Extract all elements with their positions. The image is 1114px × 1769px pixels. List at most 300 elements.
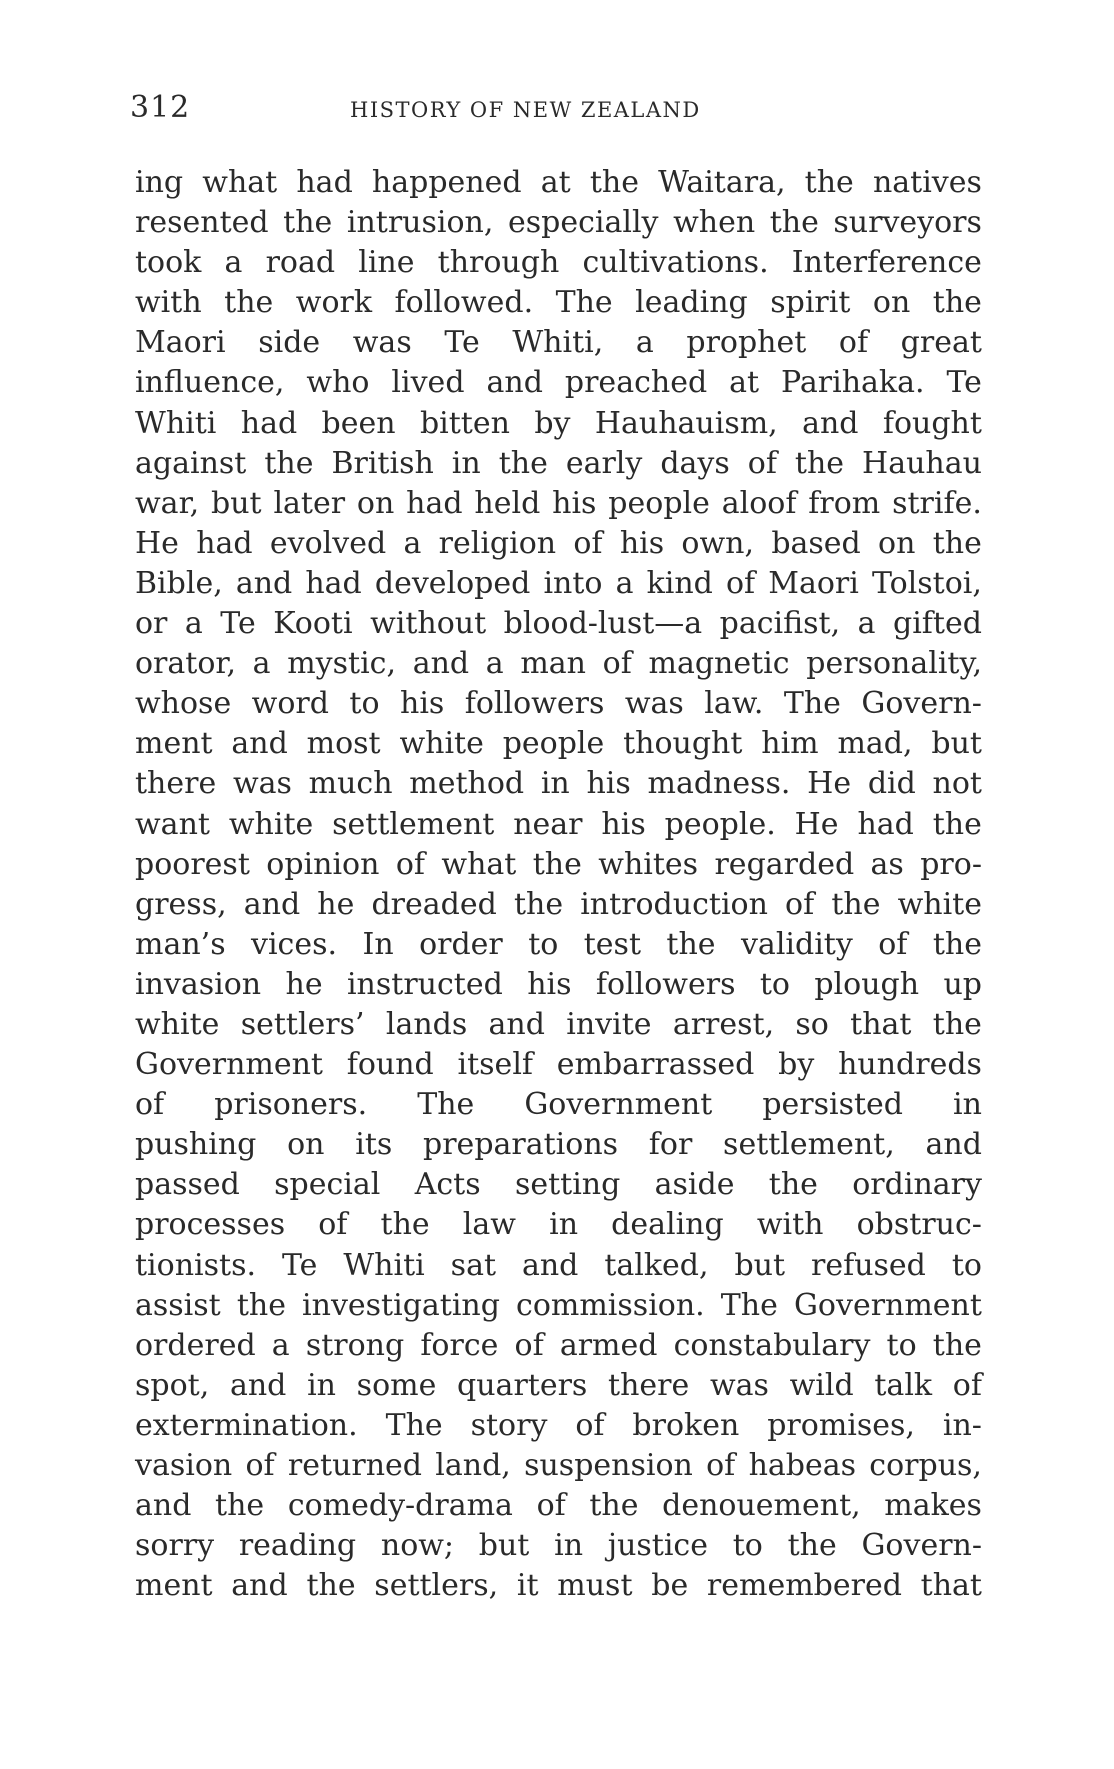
word: he	[317, 886, 355, 922]
word: pushing	[135, 1127, 257, 1163]
text-line	[135, 1005, 982, 1045]
word: He	[807, 766, 852, 802]
word: corpus,	[869, 1448, 982, 1483]
word: the	[589, 165, 639, 200]
word: in	[953, 1087, 982, 1123]
word: obstruc-	[856, 1207, 982, 1243]
word: but	[478, 1528, 530, 1564]
word: whose	[135, 686, 232, 722]
word: of	[602, 646, 632, 682]
word: especially	[507, 205, 659, 241]
word: investigating	[302, 1287, 500, 1323]
word: pro-	[920, 846, 982, 882]
word: strong	[305, 1327, 405, 1363]
word: habeas	[748, 1448, 857, 1483]
word: held	[474, 485, 541, 521]
word: the	[532, 846, 582, 882]
word: what	[441, 846, 517, 882]
word: with	[756, 1207, 824, 1243]
text-line	[135, 684, 982, 724]
word: his	[400, 686, 445, 722]
word: when	[673, 205, 756, 241]
text-line	[135, 1446, 982, 1486]
word: happened	[371, 165, 522, 200]
word: the	[380, 1207, 430, 1243]
word: in	[549, 1207, 579, 1243]
word: dealing	[611, 1207, 724, 1243]
word: what	[202, 165, 278, 200]
word: Whiti,	[512, 325, 604, 361]
word: processes	[135, 1207, 286, 1243]
word: Tolstoi,	[871, 565, 982, 601]
word: the	[804, 165, 854, 200]
word: be	[651, 1568, 689, 1604]
word: the	[306, 1568, 356, 1604]
word: of	[878, 926, 908, 962]
word: and	[486, 365, 543, 401]
word: The	[720, 1287, 778, 1323]
word: followed.	[394, 285, 534, 321]
word: hundreds	[838, 1047, 982, 1083]
word: Bible,	[135, 565, 223, 601]
word: the	[932, 1327, 982, 1363]
word: to	[528, 926, 559, 962]
word: to	[759, 966, 790, 1002]
word: the	[264, 445, 314, 481]
text-line	[135, 724, 982, 764]
word: Hauhauism,	[594, 405, 778, 441]
word: sat	[450, 1247, 497, 1283]
word: ment	[135, 726, 213, 762]
word: own,	[681, 525, 755, 561]
word: a	[224, 245, 243, 281]
word: intrusion,	[346, 205, 494, 241]
text-line	[135, 1406, 982, 1446]
word: had	[406, 485, 463, 521]
text-line	[135, 363, 982, 403]
word: the	[236, 1287, 286, 1323]
word: method	[409, 766, 525, 802]
word: spot,	[135, 1367, 210, 1403]
word: gifted	[892, 606, 982, 642]
word: plough	[814, 966, 920, 1002]
word: of	[575, 1407, 605, 1443]
word: near	[513, 806, 583, 842]
word: in	[451, 445, 481, 481]
word: to	[951, 1247, 982, 1283]
word: for	[648, 1127, 693, 1163]
word: whites	[598, 846, 699, 882]
word: sorry	[135, 1528, 215, 1564]
word: poorest	[135, 846, 250, 882]
word: arrest,	[672, 1006, 775, 1042]
word: and	[521, 1247, 579, 1283]
word: story	[470, 1407, 548, 1443]
word: the	[768, 1167, 818, 1203]
word: refused	[811, 1247, 926, 1283]
text-line	[135, 644, 982, 684]
word: kind	[646, 565, 713, 601]
word: had	[196, 525, 253, 561]
text-line	[135, 1165, 982, 1205]
word: had	[240, 405, 298, 441]
word: but	[211, 485, 262, 521]
word: through	[437, 245, 560, 281]
word: lands	[385, 1006, 468, 1042]
word: broken	[632, 1407, 740, 1443]
word: side	[258, 325, 321, 361]
word: some	[356, 1367, 437, 1403]
word: was	[709, 1367, 769, 1403]
word: and	[412, 646, 470, 682]
word: it	[516, 1568, 539, 1604]
word: The	[385, 1407, 443, 1443]
word: aloof	[721, 485, 797, 521]
word: was	[352, 325, 412, 361]
word: In	[362, 926, 394, 962]
word: extermination.	[135, 1407, 358, 1443]
word: tionists.	[135, 1247, 257, 1283]
text-line	[135, 1125, 982, 1165]
word: him	[761, 726, 819, 762]
word: introduction	[580, 886, 768, 922]
word: the	[769, 205, 819, 241]
text-line	[135, 484, 982, 524]
word: up	[943, 966, 982, 1002]
word: on	[872, 285, 911, 321]
word: settlement	[332, 806, 495, 842]
word: white	[135, 1006, 220, 1042]
word: talked,	[604, 1247, 709, 1283]
text-line	[135, 885, 982, 925]
word: British	[331, 445, 434, 481]
word: of	[536, 1488, 566, 1524]
word: influence,	[135, 365, 285, 401]
word: invite	[566, 1006, 652, 1042]
word: there	[608, 1367, 690, 1403]
word: lived	[391, 365, 465, 401]
word: bitten	[419, 405, 510, 441]
word: a	[252, 646, 271, 682]
word: who	[306, 365, 370, 401]
word: personality,	[806, 646, 982, 682]
word: the	[787, 1528, 837, 1564]
word: of	[318, 1207, 348, 1243]
word: The	[555, 285, 613, 321]
text-line	[135, 203, 982, 243]
word: the	[498, 445, 548, 481]
word: blood-lust—a	[503, 606, 703, 642]
word: to	[732, 1528, 763, 1564]
word: special	[274, 1167, 381, 1203]
word: thought	[623, 726, 743, 762]
text-line	[135, 524, 982, 564]
word: the	[513, 886, 564, 922]
word: developed	[374, 565, 531, 601]
word: preached	[564, 365, 708, 401]
word: cultivations.	[582, 245, 769, 281]
word: with	[135, 285, 202, 321]
text-line	[135, 404, 982, 444]
word: aside	[654, 1167, 735, 1203]
word: regarded	[714, 846, 855, 882]
text-line	[135, 323, 982, 363]
word: word	[251, 686, 329, 722]
word: ordered	[135, 1327, 256, 1363]
word: embarrassed	[556, 1047, 755, 1083]
word: the	[224, 285, 274, 321]
text-line	[135, 925, 982, 965]
text-line	[135, 444, 982, 484]
word: commission.	[516, 1287, 705, 1323]
word: white	[897, 886, 982, 922]
word: orator,	[135, 646, 236, 682]
text-line	[135, 1326, 982, 1366]
word: of	[747, 445, 777, 481]
word: did	[867, 766, 916, 802]
word: Maori	[135, 325, 226, 361]
word: war,	[135, 485, 200, 521]
page-number: 312	[130, 90, 191, 125]
word: Govern-	[861, 1528, 982, 1564]
word: promises,	[767, 1407, 915, 1443]
word: must	[557, 1568, 633, 1604]
word: the	[831, 886, 881, 922]
word: surveyors	[833, 205, 982, 241]
word: his	[619, 525, 665, 561]
word: great	[900, 325, 982, 361]
word: spirit	[770, 285, 851, 321]
text-line	[135, 1486, 982, 1526]
word: want	[135, 806, 210, 842]
word: the	[932, 1006, 982, 1042]
word: into	[543, 565, 603, 601]
word: quarters	[457, 1367, 588, 1403]
word: much	[308, 766, 393, 802]
word: Govern-	[861, 686, 982, 722]
word: natives	[872, 165, 982, 200]
word: ment	[135, 1568, 213, 1604]
word: by	[534, 405, 571, 441]
word: on	[356, 485, 395, 521]
word: Government	[793, 1287, 982, 1323]
word: road	[265, 245, 336, 281]
word: law.	[704, 686, 764, 722]
word: of	[245, 1448, 275, 1483]
word: leading	[635, 285, 748, 321]
text-line	[135, 764, 982, 804]
word: of	[838, 325, 869, 361]
word: fought	[882, 405, 982, 441]
word: Hauhau	[862, 445, 982, 481]
word: force	[420, 1327, 499, 1363]
word: invasion	[135, 966, 262, 1002]
word: and	[231, 1568, 288, 1604]
word: that	[920, 1568, 982, 1604]
word: in	[540, 766, 570, 802]
word: the	[932, 926, 982, 962]
word: the	[794, 445, 845, 481]
word: followers	[595, 966, 736, 1002]
word: and	[243, 886, 301, 922]
word: a	[271, 1327, 290, 1363]
word: madness.	[647, 766, 791, 802]
word: took	[135, 245, 202, 281]
word: The	[783, 686, 841, 722]
word: armed	[559, 1327, 658, 1363]
word: most	[306, 726, 381, 762]
text-line	[135, 1286, 982, 1326]
word: settlers,	[374, 1568, 499, 1604]
word: his	[552, 485, 597, 521]
word: the	[215, 1488, 265, 1524]
text-line	[135, 1246, 982, 1286]
word: He	[135, 525, 179, 561]
word: that	[850, 1006, 912, 1042]
word: returned	[287, 1448, 423, 1483]
word: a	[184, 606, 203, 642]
word: Whiti	[343, 1247, 425, 1283]
page-header	[130, 90, 990, 130]
word: setting	[514, 1167, 621, 1203]
word: had	[296, 165, 353, 200]
text-line	[135, 243, 982, 283]
word: settlers’	[240, 1006, 365, 1042]
word: Whiti	[135, 405, 217, 441]
text-line	[135, 1526, 982, 1566]
word: now;	[380, 1528, 455, 1564]
word: followers	[464, 686, 605, 722]
word: The	[417, 1087, 475, 1123]
word: Te	[444, 325, 480, 361]
word: line	[358, 245, 415, 281]
word: early	[565, 445, 643, 481]
word: passed	[135, 1167, 240, 1203]
word: strife.	[892, 485, 982, 521]
word: his	[601, 806, 646, 842]
word: and	[229, 1367, 287, 1403]
word: instructed	[346, 966, 503, 1002]
word: religion	[438, 525, 557, 561]
running-head: HISTORY OF NEW ZEALAND	[350, 98, 701, 122]
word: his	[527, 966, 572, 1002]
word: pacifist,	[719, 606, 841, 642]
word: reading	[238, 1528, 357, 1564]
word: suspension	[524, 1448, 693, 1483]
word: as	[870, 846, 904, 882]
word: was	[624, 686, 684, 722]
word: land,	[435, 1448, 511, 1483]
word: there	[135, 766, 217, 802]
word: remembered	[706, 1568, 902, 1604]
word: Te	[220, 606, 256, 642]
word: the	[932, 285, 982, 321]
word: so	[795, 1006, 829, 1042]
word: based	[771, 525, 861, 561]
word: ordinary	[852, 1167, 982, 1203]
word: and	[231, 726, 288, 762]
word: constabulary	[673, 1327, 871, 1363]
word: a	[635, 325, 654, 361]
word: against	[135, 445, 247, 481]
word: vices.	[251, 926, 338, 962]
word: mad,	[837, 726, 913, 762]
word: Te	[946, 365, 982, 401]
word: had	[857, 806, 914, 842]
text-line	[135, 604, 982, 644]
text-line	[135, 1205, 982, 1245]
word: to	[886, 1327, 917, 1363]
word: he	[285, 966, 323, 1002]
word: a	[857, 606, 876, 642]
word: Waitara,	[658, 165, 786, 200]
word: order	[419, 926, 503, 962]
word: in-	[942, 1407, 982, 1443]
word: Parihaka.	[781, 365, 925, 401]
text-line	[135, 805, 982, 845]
word: justice	[607, 1528, 708, 1564]
word: and	[925, 1127, 982, 1163]
word: by	[778, 1047, 815, 1083]
word: Government	[524, 1087, 713, 1123]
word: a	[403, 525, 422, 561]
word: had	[305, 565, 362, 601]
word: of	[395, 846, 425, 882]
word: later	[273, 485, 346, 521]
word: makes	[884, 1488, 982, 1524]
word: not	[932, 766, 982, 802]
text-line	[135, 845, 982, 885]
word: settlement,	[723, 1127, 895, 1163]
word: ing	[135, 165, 184, 200]
text-line	[135, 163, 982, 203]
word: at	[729, 365, 760, 401]
word: from	[808, 485, 881, 521]
word: Maori	[768, 565, 859, 601]
word: of	[573, 525, 603, 561]
word: Government	[135, 1047, 323, 1083]
word: gress,	[135, 886, 227, 922]
word: Kooti	[273, 606, 353, 642]
word: a	[485, 646, 504, 682]
word: Te	[281, 1247, 318, 1283]
word: people	[608, 485, 710, 521]
word: magnetic	[648, 646, 790, 682]
word: man’s	[135, 926, 226, 962]
word: and	[235, 565, 293, 601]
word: was	[232, 766, 292, 802]
word: talk	[874, 1367, 933, 1403]
body-paragraph	[135, 163, 982, 1606]
word: in	[554, 1528, 584, 1564]
word: of	[952, 1367, 982, 1403]
word: found	[346, 1047, 434, 1083]
word: evolved	[269, 525, 387, 561]
word: itself	[457, 1047, 534, 1083]
word: to	[349, 686, 380, 722]
word: the	[932, 525, 982, 561]
word: but	[734, 1247, 786, 1283]
word: of	[785, 886, 815, 922]
word: without	[370, 606, 487, 642]
word: on	[287, 1127, 325, 1163]
word: the	[589, 1488, 639, 1524]
word: been	[321, 405, 396, 441]
word: people.	[664, 806, 776, 842]
word: and	[802, 405, 859, 441]
word: resented	[135, 205, 269, 241]
word: test	[583, 926, 641, 962]
